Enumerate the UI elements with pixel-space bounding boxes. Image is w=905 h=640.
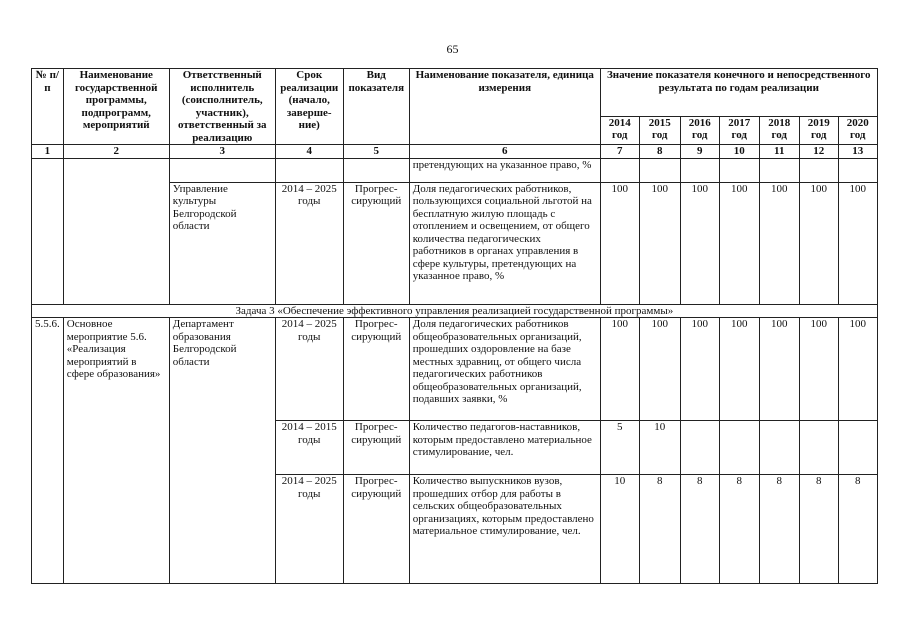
header-year: 2016 год <box>680 116 719 145</box>
value-cell: 100 <box>799 318 838 421</box>
table-row <box>32 158 878 182</box>
empty-cell <box>719 158 759 182</box>
header-indicator-type: Вид показателя <box>343 69 409 145</box>
value-cell: 100 <box>838 318 877 421</box>
value-cell: 100 <box>600 182 639 304</box>
indicator-type-cell: Прогрес-сирующий <box>343 182 409 304</box>
empty-cell <box>343 158 409 182</box>
indicator-name-cell: Количество выпускников вузов, прошедших отбор для работы в сельских общеобразовательных организациях, которым предоставлено материальное стимулирование, чел. <box>409 475 600 584</box>
column-number: 5 <box>343 145 409 159</box>
value-cell: 8 <box>838 475 877 584</box>
empty-cell <box>799 158 838 182</box>
value-cell: 100 <box>680 318 719 421</box>
value-cell: 100 <box>719 182 759 304</box>
column-number: 9 <box>680 145 719 159</box>
period-cell: 2014 – 2025 годы <box>275 318 343 421</box>
indicator-name-cell: Доля педагогических работников общеобразовательных организаций, прошедших оздоровление на базе местных здравниц, от общего числа педагогических работников общеобразовательных организаций, подавших заявки, % <box>409 318 600 421</box>
column-numbers-row <box>32 145 878 159</box>
indicator-continuation: претендующих на указанное право, % <box>409 158 600 182</box>
empty-cell <box>169 158 275 182</box>
column-number: 11 <box>759 145 799 159</box>
indicator-type-cell: Прогрес-сирующий <box>343 475 409 584</box>
header-program-name: Наименование государственной программы, подпрограмм, мероприятий <box>63 69 169 145</box>
value-cell: 10 <box>639 421 680 475</box>
header-period: Срок реализации (начало, заверше-ние) <box>275 69 343 145</box>
value-cell: 100 <box>838 182 877 304</box>
value-cell: 100 <box>600 318 639 421</box>
executor-cell: Управление культуры Белгородской области <box>169 182 275 304</box>
table-row <box>32 318 878 421</box>
column-number: 1 <box>32 145 64 159</box>
value-cell <box>719 421 759 475</box>
value-cell: 8 <box>759 475 799 584</box>
column-number: 12 <box>799 145 838 159</box>
empty-cell <box>63 158 169 304</box>
task-row <box>32 304 878 318</box>
column-number: 2 <box>63 145 169 159</box>
column-number: 7 <box>600 145 639 159</box>
header-year: 2014 год <box>600 116 639 145</box>
period-cell: 2014 – 2015 годы <box>275 421 343 475</box>
empty-cell <box>639 158 680 182</box>
column-number: 13 <box>838 145 877 159</box>
task-title: Задача 3 «Обеспечение эффективного управления реализацией государственной программы» <box>32 304 878 318</box>
activity-number: 5.5.6. <box>32 318 64 584</box>
value-cell: 100 <box>719 318 759 421</box>
indicator-type-cell: Прогрес-сирующий <box>343 421 409 475</box>
value-cell <box>680 421 719 475</box>
column-number: 10 <box>719 145 759 159</box>
value-cell: 100 <box>639 318 680 421</box>
page-number: 65 <box>446 42 459 56</box>
period-cell: 2014 – 2025 годы <box>275 475 343 584</box>
value-cell: 100 <box>799 182 838 304</box>
value-cell: 100 <box>639 182 680 304</box>
column-number: 3 <box>169 145 275 159</box>
header-executor: Ответственный исполнитель (соисполнитель, участник), ответственный за реализацию <box>169 69 275 145</box>
period-cell: 2014 – 2025 годы <box>275 182 343 304</box>
empty-cell <box>32 158 64 304</box>
value-cell: 100 <box>759 318 799 421</box>
empty-cell <box>759 158 799 182</box>
empty-cell <box>680 158 719 182</box>
executor-cell: Департамент образования Белгородской области <box>169 318 275 584</box>
value-cell: 8 <box>799 475 838 584</box>
indicators-table <box>31 68 878 584</box>
header-year: 2019 год <box>799 116 838 145</box>
indicator-name-cell: Доля педагогических работников, пользующихся социальной льготой на бесплатную жилую площадь с отоплением и освещением, от общего количества педагогических работников в органах управления в сфере культуры, претендующих на указанное право, % <box>409 182 600 304</box>
column-number: 6 <box>409 145 600 159</box>
header-year: 2018 год <box>759 116 799 145</box>
value-cell: 5 <box>600 421 639 475</box>
value-cell: 8 <box>639 475 680 584</box>
empty-cell <box>600 158 639 182</box>
indicator-type-cell: Прогрес-сирующий <box>343 318 409 421</box>
header-number: № п/п <box>32 69 64 145</box>
header-year: 2020 год <box>838 116 877 145</box>
header-indicator-name: Наименование показателя, единица измерения <box>409 69 600 145</box>
empty-cell <box>275 158 343 182</box>
value-cell <box>759 421 799 475</box>
activity-name: Основное мероприятие 5.6. «Реализация мероприятий в сфере образования» <box>63 318 169 584</box>
value-cell: 8 <box>680 475 719 584</box>
column-number: 8 <box>639 145 680 159</box>
value-cell <box>838 421 877 475</box>
header-year: 2017 год <box>719 116 759 145</box>
header-values-group: Значение показателя конечного и непосредственного результата по годам реализации <box>600 69 877 117</box>
header-year: 2015 год <box>639 116 680 145</box>
value-cell: 8 <box>719 475 759 584</box>
column-number: 4 <box>275 145 343 159</box>
value-cell: 100 <box>759 182 799 304</box>
value-cell: 10 <box>600 475 639 584</box>
indicator-name-cell: Количество педагогов-наставников, которым предоставлено материальное стимулирование, чел. <box>409 421 600 475</box>
value-cell: 100 <box>680 182 719 304</box>
value-cell <box>799 421 838 475</box>
empty-cell <box>838 158 877 182</box>
